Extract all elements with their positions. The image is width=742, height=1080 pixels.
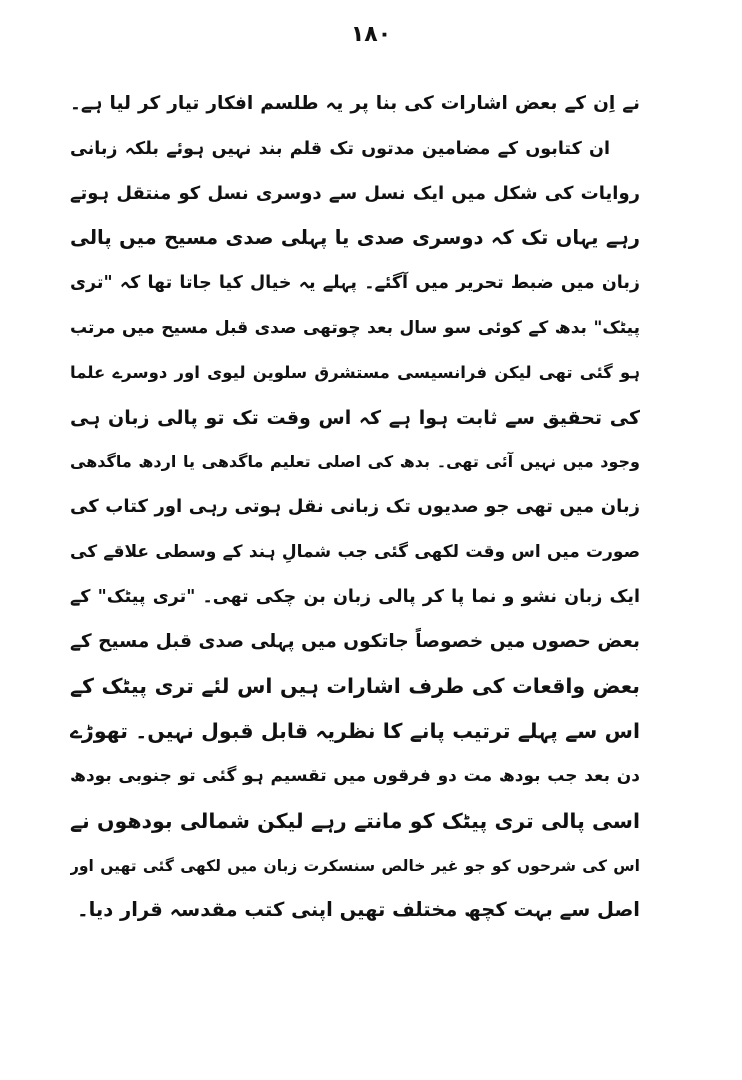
text-line: بعض حصوں میں خصوصاً جاتکوں میں پہلی صدی قبل مسیح کے: [70, 630, 640, 652]
text-line: ان کتابوں کے مضامین مدتوں تک قلم بند نہیں ہوئے بلکہ زبانی: [70, 138, 610, 159]
text-line: روایات کی شکل میں ایک نسل سے دوسری نسل کو منتقل ہوتے: [70, 182, 640, 204]
text-line: اس کی شرحوں کو جو غیر خالص سنسکرت زبان میں لکھی گئی تھیں اور: [70, 856, 640, 875]
text-line: زبان میں تھی جو صدیوں تک زبانی نقل ہوتی رہی اور کتاب کی: [70, 496, 640, 518]
text-line: وجود میں نہیں آئی تھی۔ بدھ کی اصلی تعلیم ماگدھی یا اردھ ماگدھی: [70, 452, 640, 472]
page-number: ۱۸۰: [350, 22, 392, 47]
text-line: کی تحقیق سے ثابت ہوا ہے کہ اس وقت تک تو پالی زبان ہی: [70, 406, 640, 429]
text-line: رہے یہاں تک کہ دوسری صدی یا پہلی صدی مسیح میں پالی: [70, 226, 640, 250]
text-line: زبان میں ضبط تحریر میں آگئے۔ پہلے یہ خیال کیا جاتا تھا کہ "تری: [70, 273, 640, 294]
text-line: ہو گئی تھی لیکن فرانسیسی مستشرق سلوین لیوی اور دوسرے علما: [70, 362, 640, 382]
text-line: ایک زبان نشو و نما پا کر پالی زبان بن چکی تھی۔ "تری پیٹک" کے: [70, 586, 640, 607]
text-line: نے اِن کے بعض اشارات کی بنا پر یہ طلسم افکار تیار کر لیا ہے۔: [70, 93, 640, 114]
text-line: دن بعد جب بودھ مت دو فرقوں میں تقسیم ہو گئی تو جنوبی بودھ: [70, 765, 640, 786]
text-line: اسی پالی تری پیٹک کو مانتے رہے لیکن شمالی بودھوں نے: [70, 808, 640, 833]
text-line: صورت میں اس وقت لکھی گئی جب شمالِ ہند کے وسطی علاقے کی: [70, 541, 640, 562]
text-line: پیٹک" بدھ کے کوئی سو سال بعد چوتھی صدی قبل مسیح میں مرتب: [70, 317, 640, 338]
text-line: اس سے پہلے ترتیب پانے کا نظریہ قابل قبول نہیں۔ تھوڑے: [70, 719, 640, 744]
text-line: اصل سے بہت کچھ مختلف تھیں اپنی کتب مقدسہ قرار دیا۔: [77, 898, 640, 922]
body-text: [70, 82, 640, 933]
text-line: بعض واقعات کی طرف اشارات ہیں اس لئے تری پیٹک کے: [70, 674, 640, 699]
